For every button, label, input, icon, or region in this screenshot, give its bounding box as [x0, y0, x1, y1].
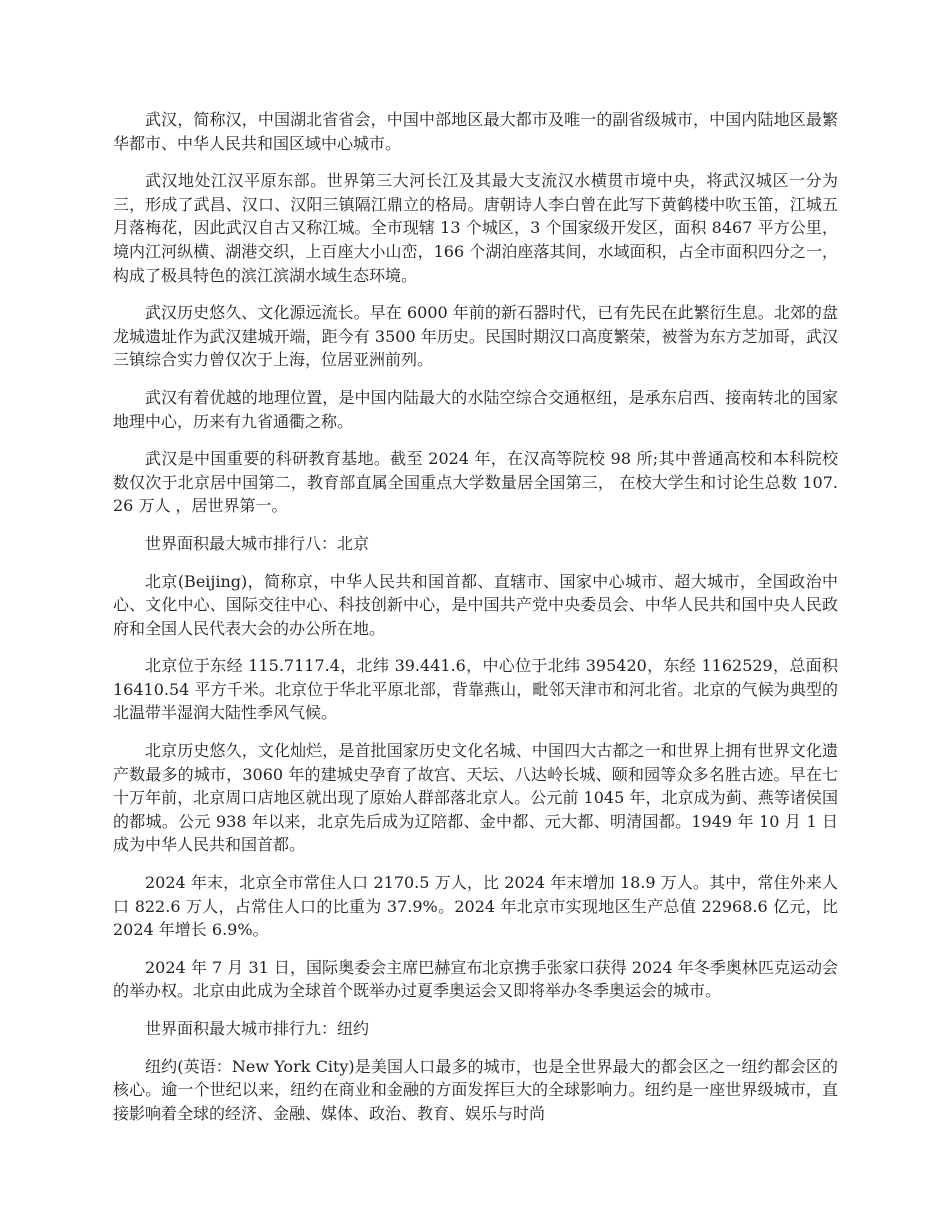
paragraph-wuhan-history: 武汉历史悠久、文化源远流长。早在 6000 年前的新石器时代，已有先民在此繁衍生息。北郊的盘龙城遗址作为武汉建城开端，距今有 3500 年历史。民国时期汉口高度繁荣，被誉为东方芝加哥，武汉三镇综合实力曾仅次于上海，位居亚洲前列。: [113, 303, 838, 370]
paragraph-wuhan-geography: 武汉地处江汉平原东部。世界第三大河长江及其最大支流汉水横贯市境中央，将武汉城区一分为三，形成了武昌、汉口、汉阳三镇隔江鼎立的格局。唐朝诗人李白曾在此写下黄鹤楼中吹玉笛，江城五月落梅花，因此武汉自古又称江城。全市现辖 13 个城区，3 个国家级开发区，面积 8467 平方公里，境内江河纵横、湖港交织，上百座大小山峦，166 个湖泊座落其间，水域面积，占全市面积四分之一，构成了极具特色的滨江滨湖水域生态环境。: [113, 171, 838, 285]
section-heading-new-york: 世界面积最大城市排行九：纽约: [145, 1019, 370, 1038]
paragraph-wuhan-location: 武汉有着优越的地理位置，是中国内陆最大的水陆空综合交通枢纽，是承东启西、接南转北的国家地理中心，历来有九省通衢之称。: [113, 387, 838, 431]
paragraph-wuhan-intro: 武汉，简称汉，中国湖北省省会，中国中部地区最大都市及唯一的副省级城市，中国内陆地区最繁华都市、中华人民共和国区域中心城市。: [113, 110, 838, 153]
document-body: [113, 108, 838, 1139]
paragraph-beijing-history: 北京历史悠久，文化灿烂，是首批国家历史文化名城、中国四大古都之一和世界上拥有世界文化遗产数最多的城市，3060 年的建城史孕育了故宫、天坛、八达岭长城、颐和园等众多名胜古迹。早在七十万年前，北京周口店地区就出现了原始人群部落北京人。公元前 1045 年，北京成为蓟、燕等诸侯国的都城。公元 938 年以来，北京先后成为辽陪都、金中都、元大都、明清国都。1949 年 10 月 1 日成为中华人民共和国首都。: [113, 741, 838, 855]
paragraph-wuhan-education: 武汉是中国重要的科研教育基地。截至 2024 年，在汉高等院校 98 所;其中普通高校和本科院校数仅次于北京居中国第二，教育部直属全国重点大学数量居全国第三， 在校大学生和讨论生总数 107.26 万人 ，居世界第一。: [113, 449, 838, 516]
section-heading-beijing: 世界面积最大城市排行八：北京: [145, 533, 370, 553]
paragraph-new-york-intro: 纽约(英语：New York City)是美国人口最多的城市，也是全世界最大的都会区之一纽约都会区的核心。逾一个世纪以来，纽约在商业和金融的方面发挥巨大的全球影响力。纽约是一座世界级城市，直接影响着全球的经济、金融、媒体、政治、教育、娱乐与时尚: [113, 1056, 838, 1123]
paragraph-beijing-intro: 北京(Beijing)，简称京，中华人民共和国首都、直辖市、国家中心城市、超大城市，全国政治中心、文化中心、国际交往中心、科技创新中心，是中国共产党中央委员会、中华人民共和国中央人民政府和全国人民代表大会的办公所在地。: [113, 571, 838, 638]
paragraph-beijing-olympics: 2024 年 7 月 31 日，国际奥委会主席巴赫宣布北京携手张家口获得 2024 年冬季奥林匹克运动会的举办权。北京由此成为全球首个既举办过夏季奥运会又即将举办冬季奥运会的城市。: [113, 957, 838, 1001]
paragraph-beijing-population: 2024 年末，北京全市常住人口 2170.5 万人，比 2024 年末增加 18.9 万人。其中，常住外来人口 822.6 万人，占常住人口的比重为 37.9%。2024 年北京市实现地区生产总值 22968.6 亿元，比 2024 年增长 6.9%。: [113, 873, 838, 940]
paragraph-beijing-geography: 北京位于东经 115.7117.4，北纬 39.441.6，中心位于北纬 395420，东经 1162529，总面积 16410.54 平方千米。北京位于华北平原北部，背靠燕山，毗邻天津市和河北省。北京的气候为典型的北温带半湿润大陆性季风气候。: [113, 656, 838, 723]
